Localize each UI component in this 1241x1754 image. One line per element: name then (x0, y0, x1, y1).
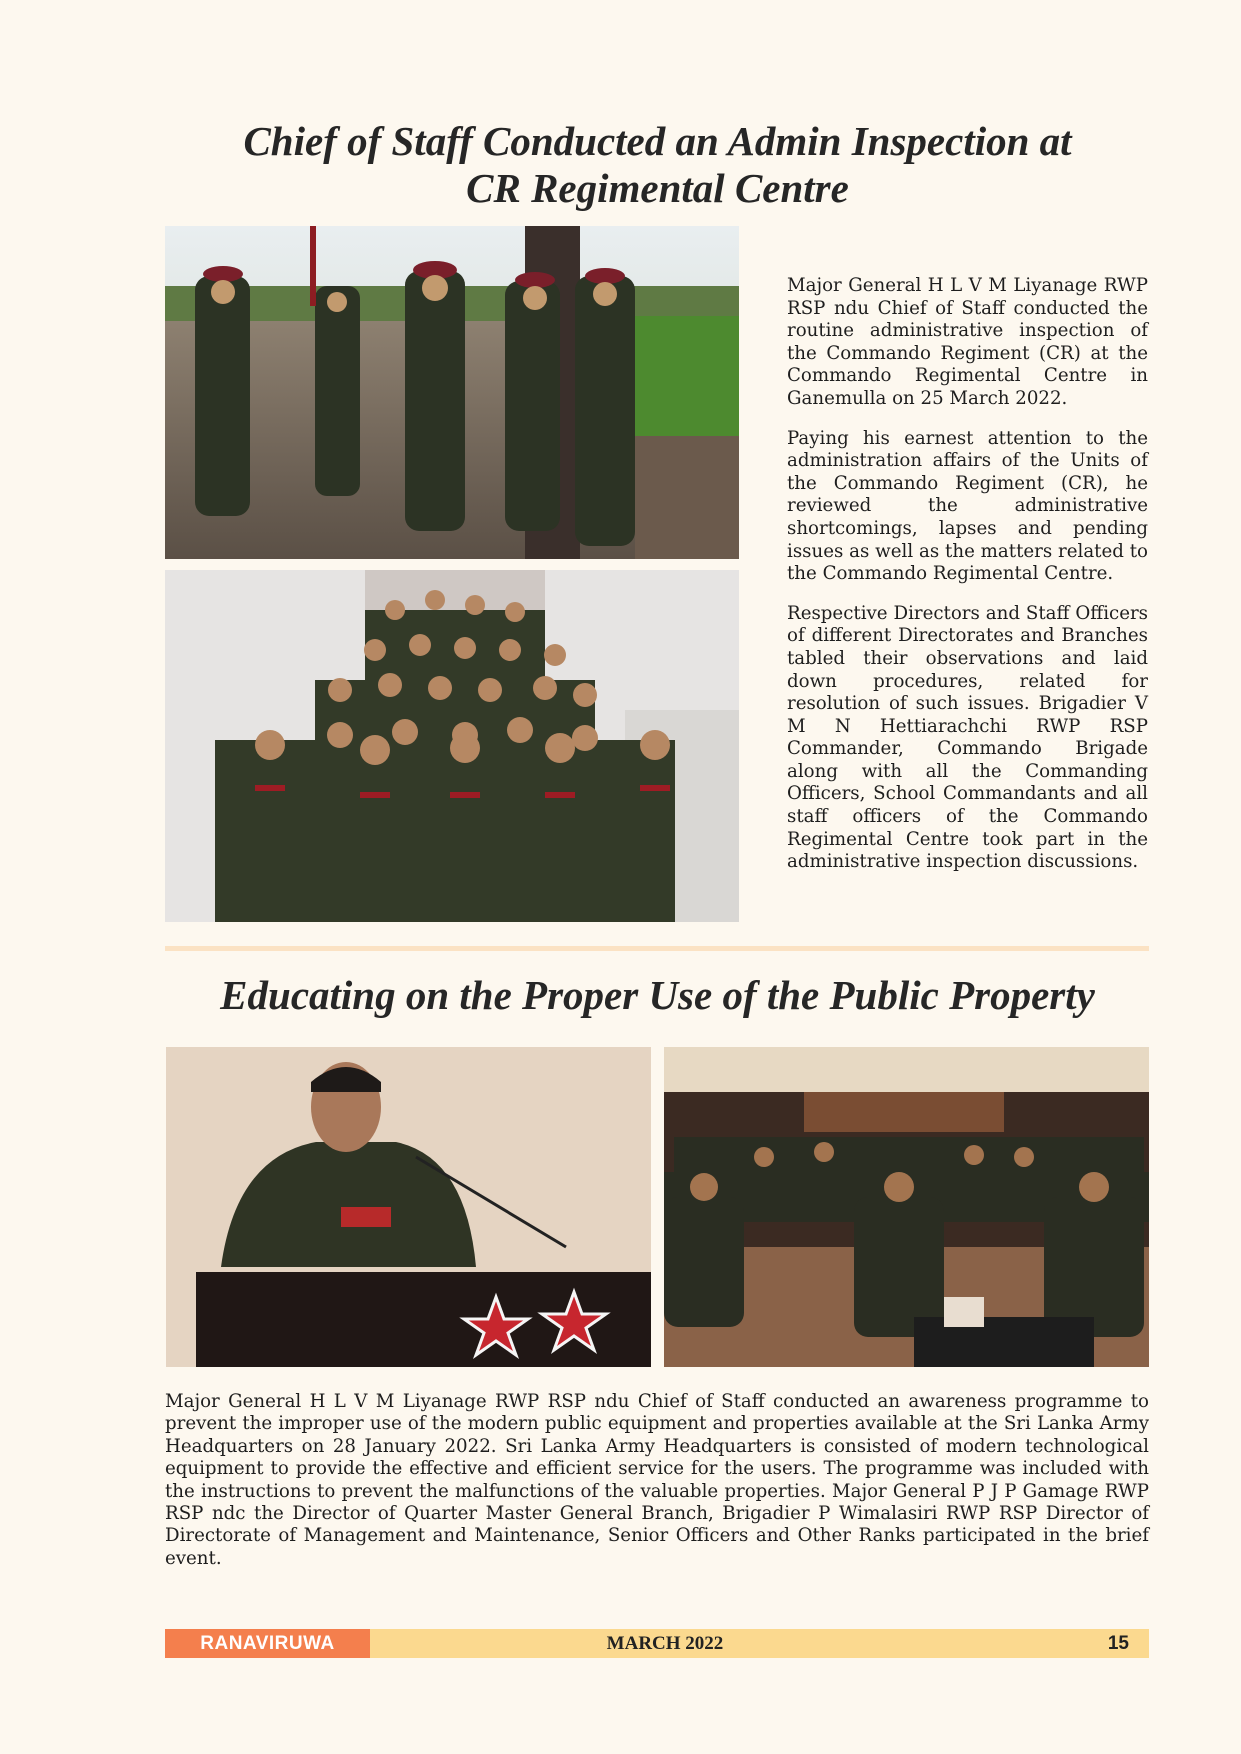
speaker-photo (166, 1047, 651, 1367)
issue-date: MARCH 2022 (606, 1633, 724, 1654)
article1-paragraph: Major General H L V M Liyanage RWP RSP ndu Chief of Staff conducted the routine administrative inspection of the Commando Regiment (CR) at the Commando Regimental Centre in Ganemulla on 25 March 2022. (787, 275, 1148, 409)
article1-title-line1: Chief of Staff Conducted an Admin Inspection at (243, 118, 1072, 164)
page-number: 15 (1107, 1633, 1129, 1654)
article1-paragraph: Paying his earnest attention to the administration affairs of the Units of the Commando Regiment (CR), he reviewed the administrative shortcomings, lapses and pending issues as well as the matters related to the Commando Regimental Centre. (787, 427, 1148, 585)
magazine-name: RANAVIRUWA (165, 1629, 370, 1658)
page-footer (165, 1629, 1149, 1658)
article1-title-line2: CR Regimental Centre (466, 165, 849, 211)
inspection-arrival-photo (165, 226, 739, 559)
audience-photo (664, 1047, 1149, 1367)
article1-paragraph: Respective Directors and Staff Officers of different Directorates and Branches tabled their observations and laid down procedures, related for resolution of such issues. Brigadier V M N Hettiarachchi RWP RSP Commander, Commando Brigade along with all the Commanding Officers, School Commandants and all staff officers of the Commando Regimental Centre took part in the administrative inspection discussions. (787, 602, 1148, 873)
section-divider (165, 946, 1149, 951)
article1-text (787, 275, 1148, 891)
article2-title: Educating on the Proper Use of the Public Property (220, 972, 1095, 1018)
group-photo (165, 570, 739, 922)
article2-text: Major General H L V M Liyanage RWP RSP ndu Chief of Staff conducted an awareness programme to prevent the improper use of the modern public equipment and properties available at the Sri Lanka Army Headquarters on 28 January 2022. Sri Lanka Army Headquarters is consisted of modern technological equipment to provide the effective and efficient service for the users. The programme was included with the instructions to prevent the malfunctions of the valuable properties. Major General P J P Gamage RWP RSP ndc the Director of Quarter Master General Branch, Brigadier P Wimalasiri RWP RSP Director of Directorate of Management and Maintenance, Senior Officers and Other Ranks participated in the brief event. (165, 1391, 1149, 1569)
article1-title (166, 118, 1149, 212)
